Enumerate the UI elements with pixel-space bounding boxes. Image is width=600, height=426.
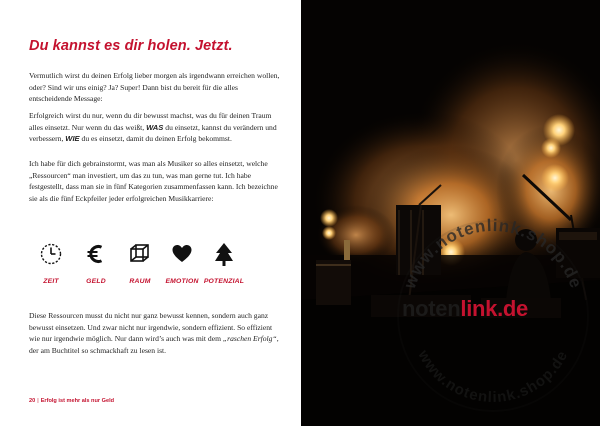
euro-icon — [84, 242, 108, 266]
watermark-arc-bottom-text: www.notenlink.shop.de — [414, 347, 572, 407]
emphasis-quick-success: „raschen Erfolg“ — [222, 334, 277, 344]
tree-icon — [212, 242, 236, 268]
paragraph-brainstorm: Ich habe für dich gebrainstormt, was man als Musiker so alles einsetzt, welche „Ressourcen“ man investiert, um das zu tun, was man gerne tut. Ich habe festgestellt, dass man sie in fünf Kategorien zusammenfassen kann. Ich bezeichne sie als die fünf Eckpfeiler jeder erfolgreichen Musikkarriere: — [29, 159, 278, 203]
resource-label: EMOTION — [165, 278, 199, 285]
page-footer — [29, 398, 114, 404]
paragraph-text: du es einsetzt, damit du deinen Erfolg bekommst. — [81, 134, 232, 144]
cube-icon — [128, 242, 152, 266]
clock-icon — [39, 242, 63, 266]
paragraph-efficiency — [29, 310, 281, 356]
running-title: Erfolg ist mehr als nur Geld — [40, 398, 115, 404]
paragraph-success — [29, 110, 281, 145]
emphasis-was: WAS — [146, 122, 164, 132]
page-number: 20 — [29, 398, 36, 404]
resource-time — [26, 238, 76, 293]
paragraph-intro: Vermutlich wirst du deinen Erfolg lieber morgen als irgendwann erreichen wollen, oder? Sind wir uns einig? Ja? Super! Dann bist du bereit für die alles entscheidende Message: — [29, 71, 280, 104]
paragraph-text: , der am Buchtitel so schmackhaft zu lesen ist. — [29, 334, 279, 355]
resource-label: RAUM — [129, 278, 151, 285]
watermark-arc-top — [400, 216, 586, 292]
paragraph-text: du einsetzt, kannst du verändern und verbessern, — [29, 122, 277, 144]
concert-stage-photo — [301, 0, 600, 426]
resource-label: POTENZIAL — [203, 278, 245, 285]
resource-icons-row — [29, 238, 281, 293]
resource-label: GELD — [86, 278, 106, 285]
page-heading: Du kannst es dir holen. Jetzt. — [29, 38, 233, 54]
paragraph-text: Erfolgreich wirst du nur, wenn du dir bewusst machst, was du für deinen Traum alles einsetzt. Nur wenn du das weißt, — [29, 111, 272, 132]
emphasis-wie: WIE — [65, 134, 80, 144]
footer-separator: | — [37, 398, 39, 404]
heart-icon — [170, 242, 194, 266]
watermark-logo-dark: noten — [402, 296, 461, 321]
watermark-stamp — [301, 0, 600, 426]
resource-money — [71, 238, 121, 293]
resource-potential — [199, 238, 249, 293]
paragraph-text: Diese Ressourcen musst du nicht nur ganz bewusst kennen, sondern auch ganz bewusst einsetzen. Und zwar nicht nur irgendwie, sondern effizient. So effizient wie nur irgendwie möglich. Nur dann wird’s auch was mit dem — [29, 311, 273, 344]
watermark-arc-top-text: www.notenlink.shop.de — [400, 215, 586, 292]
watermark-logo-red: link.de — [460, 296, 528, 321]
resource-label: ZEIT — [43, 278, 59, 285]
watermark-logo — [402, 296, 528, 322]
watermark-arc-bottom — [414, 347, 572, 406]
